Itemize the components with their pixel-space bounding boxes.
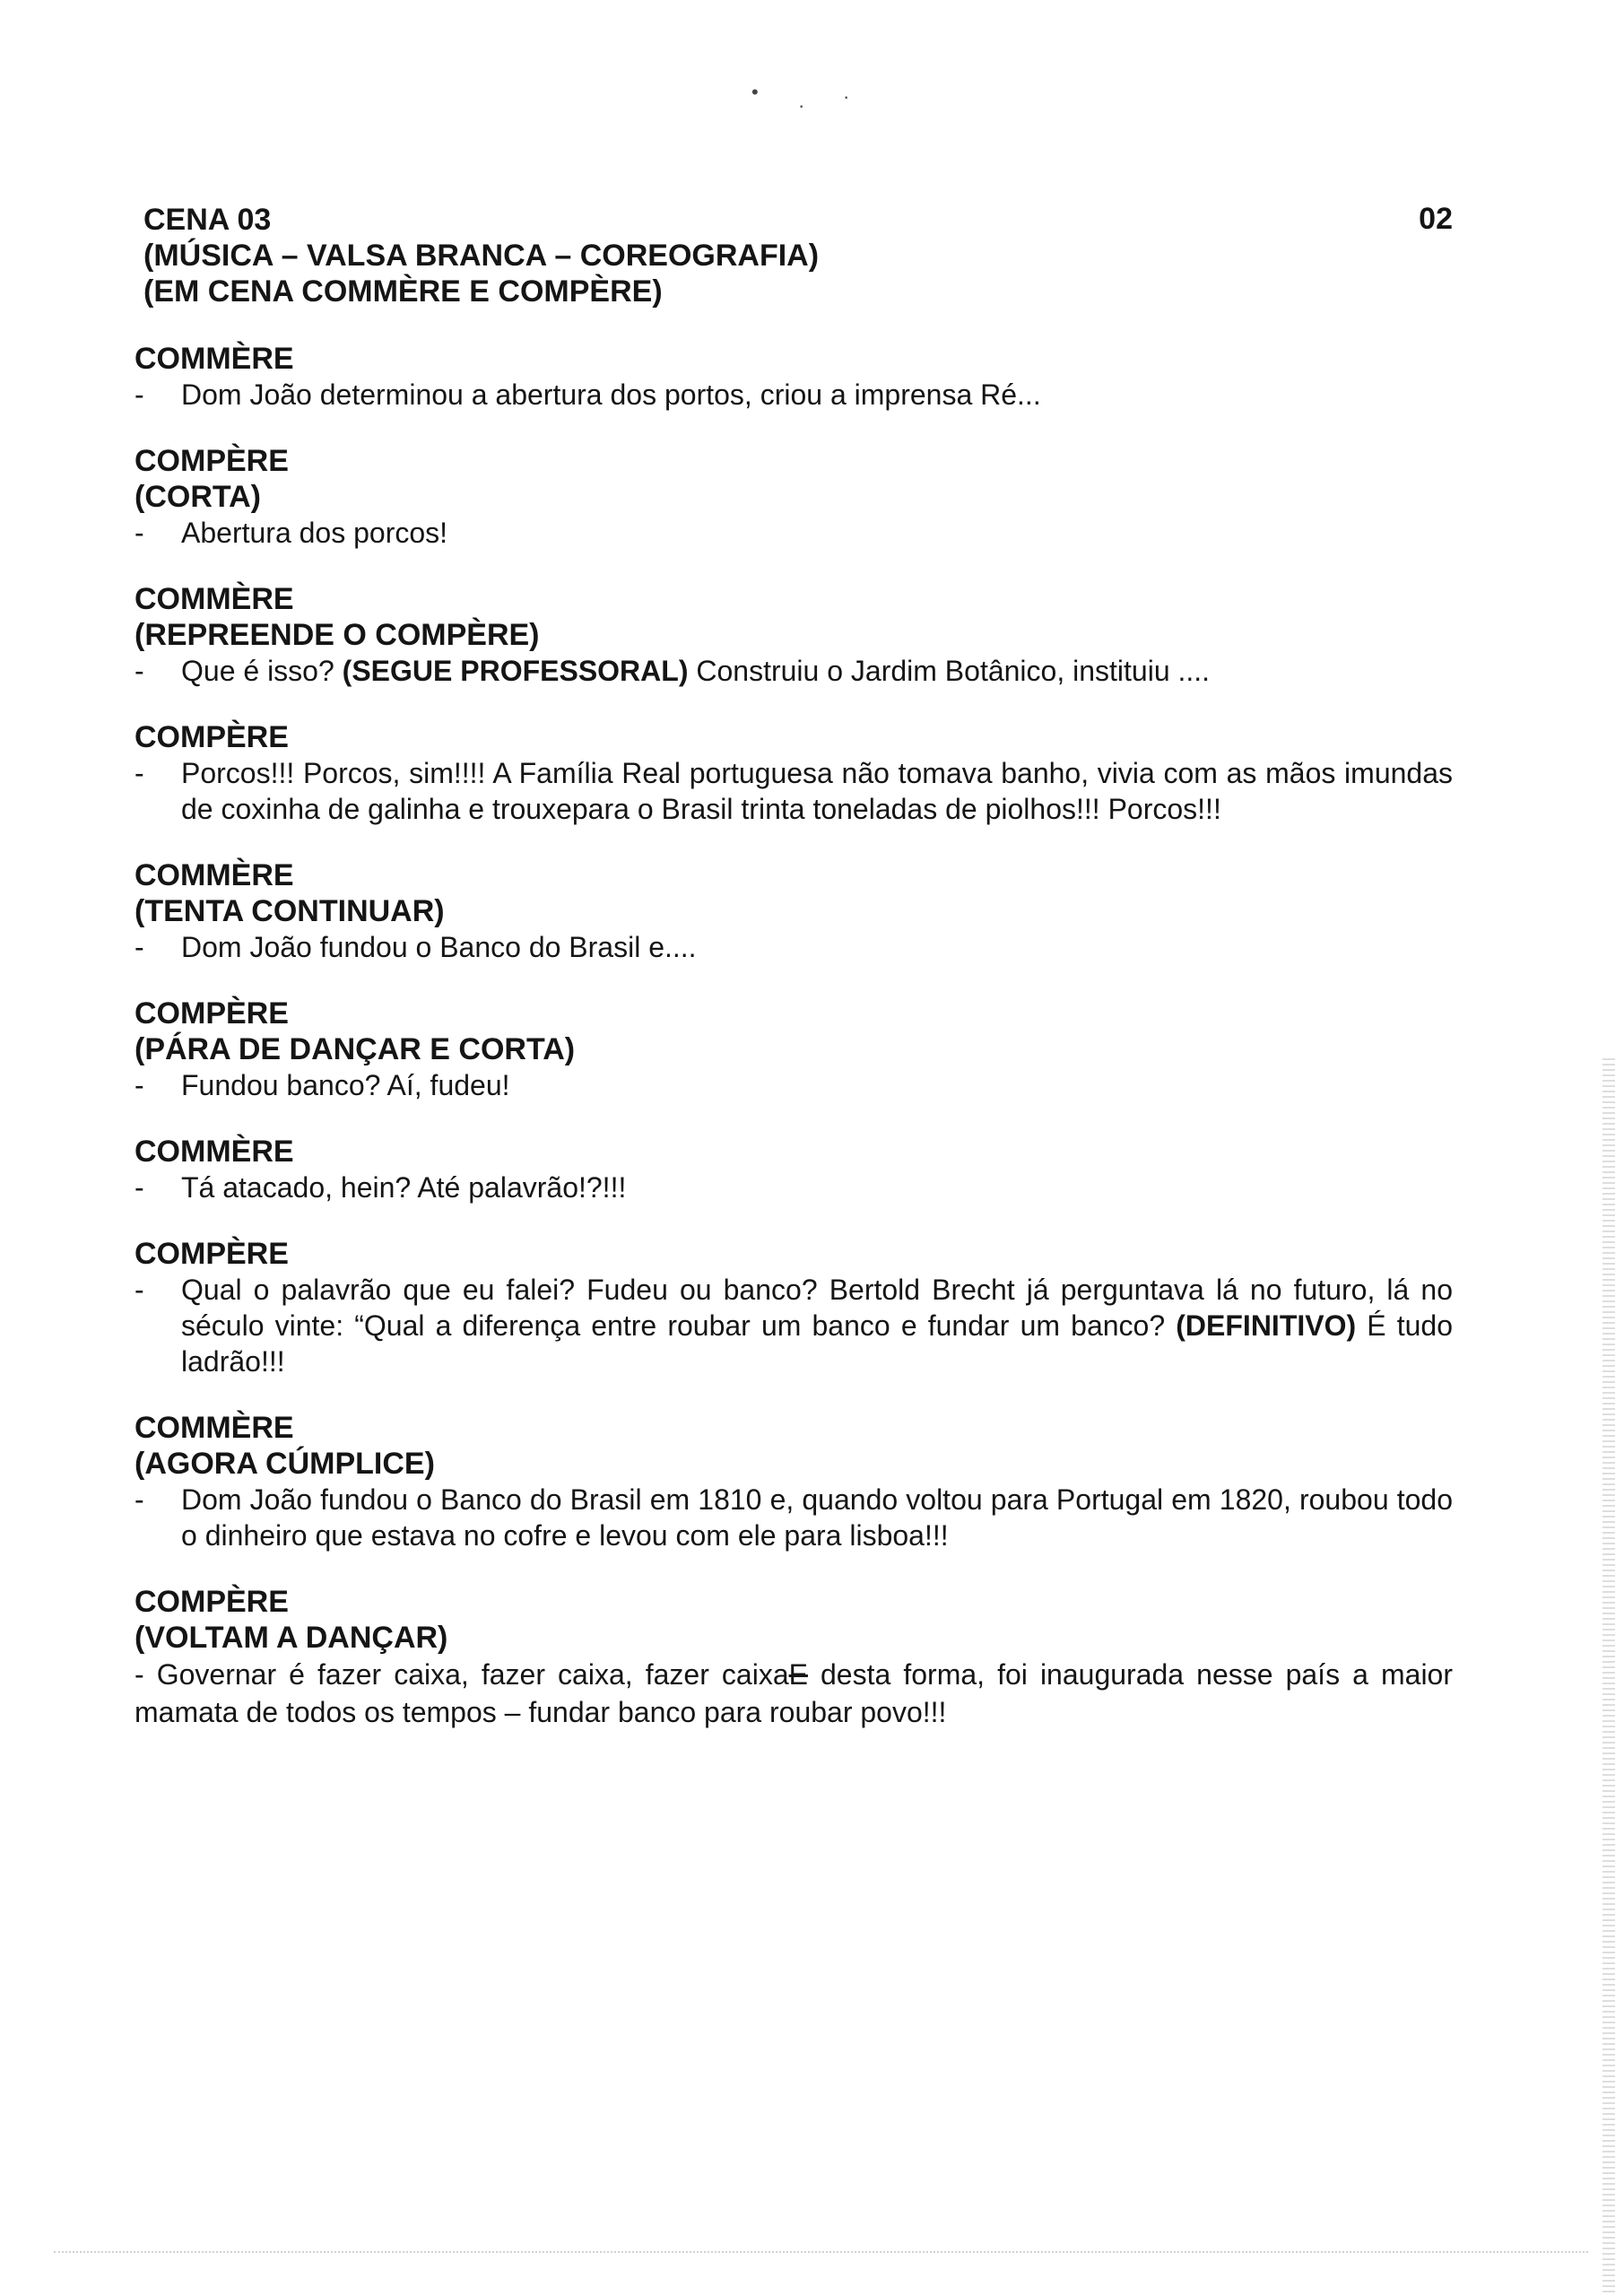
- speech-text: Porcos!!! Porcos, sim!!!! A Família Real portuguesa não tomava banho, vivia com as mãos imundas de coxinha de galinha e trouxepara o Brasil trinta toneladas de piolhos!!! Porcos!!!: [181, 757, 1453, 825]
- speech-text-part: Qual o palavrão que eu falei? Fudeu ou banco? Bertold Brecht já perguntava lá no futuro, lá no século vinte: “Qual a diferença entre roubar um banco e fundar um banco?: [181, 1274, 1453, 1342]
- speech-line: [135, 653, 1453, 689]
- speaker-name: COMMÈRE: [135, 582, 294, 616]
- speech-dash: -: [135, 1483, 144, 1516]
- stage-direction: (AGORA CÚMPLICE): [135, 1447, 435, 1481]
- dialogue-block: [135, 1236, 1453, 1379]
- dialogue-block: [135, 719, 1453, 827]
- scene-header: [143, 202, 1453, 309]
- final-speech: [135, 1656, 1453, 1731]
- speech-text: [181, 1272, 1453, 1379]
- speech-text: Fundou banco? Aí, fudeu!: [181, 1069, 510, 1101]
- speech-text: Tá atacado, hein? Até palavrão!?!!!: [181, 1171, 627, 1204]
- speaker-name: COMPÈRE: [135, 996, 289, 1031]
- speech-text-part: Que é isso?: [181, 655, 343, 687]
- speech-text: Dom João determinou a abertura dos portos, criou a imprensa Ré...: [181, 378, 1041, 411]
- dialogue-block: [135, 1410, 1453, 1553]
- dialogue-block: [135, 996, 1453, 1103]
- speech-line: [135, 1170, 1453, 1205]
- speech-dash: -: [135, 517, 144, 549]
- speech-line: [135, 1482, 1453, 1553]
- speech-dash: -: [135, 655, 144, 687]
- dialogue-block: [135, 341, 1453, 413]
- stage-direction: (REPREENDE O COMPÈRE): [135, 618, 540, 652]
- scan-edge-bottom: [54, 2251, 1588, 2256]
- speech-text: Abertura dos porcos!: [181, 517, 448, 549]
- dialogue-block: [135, 857, 1453, 965]
- speech-text-part: Construiu o Jardim Botânico, instituiu ....: [688, 655, 1211, 687]
- speech-text: Dom João fundou o Banco do Brasil e....: [181, 931, 697, 963]
- dialogue-block: [135, 443, 1453, 551]
- speech-text-part: É tudo ladrão!!!: [181, 1309, 1454, 1378]
- scene-title: CENA 03: [143, 203, 272, 237]
- speech-line: [135, 515, 1453, 551]
- speaker-name: COMPÈRE: [135, 720, 289, 754]
- speech-line: [135, 1067, 1453, 1103]
- speech-dash: -: [135, 1171, 144, 1204]
- stage-direction: (PÁRA DE DANÇAR E CORTA): [135, 1032, 576, 1066]
- music-direction: (MÚSICA – VALSA BRANCA – COREOGRAFIA): [143, 239, 820, 273]
- stage-direction: (CORTA): [135, 480, 261, 514]
- scan-speck: ·: [798, 94, 805, 117]
- stage-direction: (VOLTAM A DANÇAR): [135, 1621, 448, 1655]
- struck-text: E: [788, 1658, 808, 1691]
- stage-direction: (TENTA CONTINUAR): [135, 894, 445, 928]
- speech-text: Dom João fundou o Banco do Brasil em 1810 e, quando voltou para Portugal em 1820, roubou todo o dinheiro que estava no cofre e levou com ele para lisboa!!!: [181, 1483, 1453, 1552]
- speech-dash: -: [135, 1069, 144, 1101]
- scan-edge-right: [1602, 1058, 1615, 2296]
- inline-direction: (SEGUE PROFESSORAL): [342, 655, 689, 687]
- dialogue-block: [135, 581, 1453, 689]
- speech-text-part: desta forma, foi inaugurada nesse país a maior mamata de todos os tempos – fundar banco para roubar povo!!!: [135, 1658, 1453, 1728]
- dialogue-block: [135, 1134, 1453, 1205]
- speech-text-part: - Governar é fazer caixa, fazer caixa, fazer caixa: [135, 1658, 789, 1691]
- speaker-name: COMPÈRE: [135, 444, 289, 478]
- speaker-name: COMMÈRE: [135, 342, 294, 376]
- speech-dash: -: [135, 931, 144, 963]
- speech-line: [135, 377, 1453, 413]
- speech-line: [135, 755, 1453, 827]
- page-number: 02: [1419, 202, 1453, 236]
- speech-dash: -: [135, 378, 144, 411]
- speech-dash: -: [135, 757, 144, 789]
- speech-text: [181, 653, 1453, 689]
- on-stage-direction: (EM CENA COMMÈRE E COMPÈRE): [143, 274, 663, 309]
- speech-line: [135, 1272, 1453, 1379]
- speaker-name: COMMÈRE: [135, 1135, 294, 1169]
- dialogue: [135, 341, 1453, 1761]
- speaker-name: COMPÈRE: [135, 1237, 289, 1271]
- scan-speck: •: [751, 81, 759, 103]
- dialogue-block-final: [135, 1584, 1453, 1731]
- speaker-name: COMMÈRE: [135, 1411, 294, 1445]
- speech-line: [135, 929, 1453, 965]
- speaker-name: COMMÈRE: [135, 858, 294, 892]
- speech-dash: -: [135, 1274, 144, 1306]
- speaker-name: COMPÈRE: [135, 1585, 289, 1619]
- scan-speck: ·: [843, 85, 850, 108]
- inline-direction: (DEFINITIVO): [1176, 1309, 1357, 1342]
